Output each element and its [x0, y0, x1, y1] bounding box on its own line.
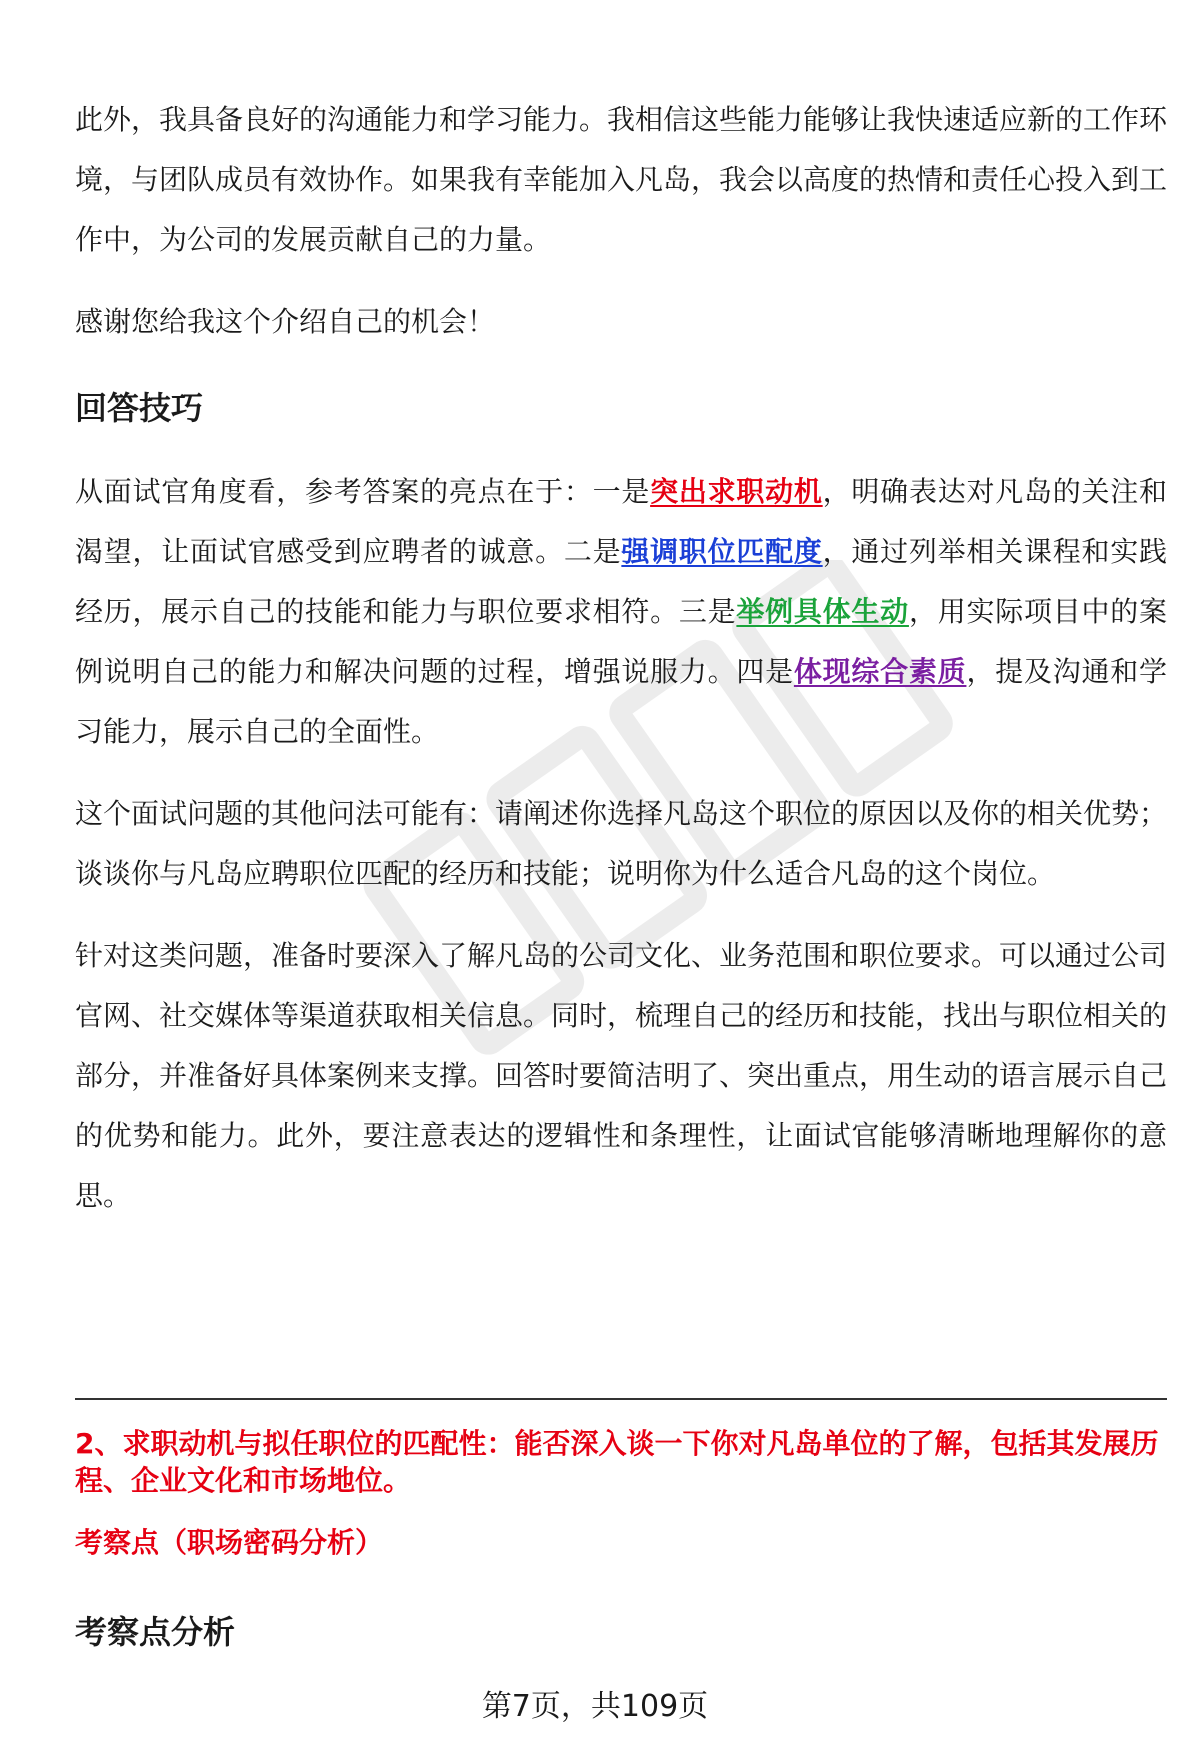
question-2: 2、求职动机与拟任职位的匹配性：能否深入谈一下你对凡岛单位的了解，包括其发展历程、企业文化和市场地位。 — [75, 1427, 1159, 1497]
highlight-overall-quality: 体现综合素质 — [793, 655, 967, 688]
paragraph-closing-abilities: 此外，我具备良好的沟通能力和学习能力。我相信这些能力能够让我快速适应新的工作环境，与团队成员有效协作。如果我有幸能加入凡岛，我会以高度的热情和责任心投入到工作中，为公司的发展贡献自己的力量。 — [75, 103, 1168, 256]
tips-text-3: ，通过列举相关课程和实践经历，展示自己的技能和能力与职位要求相符。三是 — [75, 535, 1167, 628]
paragraph-preparation-advice: 针对这类问题，准备时要深入了解凡岛的公司文化、业务范围和职位要求。可以通过公司官网、社交媒体等渠道获取相关信息。同时，梳理自己的经历和技能，找出与职位相关的部分，并准备好具体案例来支撑。回答时要简洁明了、突出重点，用生动的语言展示自己的优势和能力。此外，要注意表达的逻辑性和条理性，让面试官能够清晰地理解你的意思。 — [75, 939, 1168, 1212]
highlight-motivation: 突出求职动机 — [650, 475, 823, 508]
paragraph-tips-highlights — [75, 462, 1167, 762]
page-number: 第7页，共109页 — [481, 1689, 709, 1724]
document-body — [75, 90, 1167, 1226]
tips-text-2: ，明确表达对凡岛的关注和渴望，让面试官感受到应聘者的诚意。二是 — [75, 475, 1167, 568]
section-divider — [75, 1398, 1167, 1400]
highlight-examples: 举例具体生动 — [736, 595, 909, 628]
section-heading-answer-tips: 回答技巧 — [75, 389, 204, 427]
tips-text-5: ，提及沟通和学习能力，展示自己的全面性。 — [75, 655, 1167, 748]
highlight-job-match: 强调职位匹配度 — [621, 535, 823, 568]
analysis-label: 考察点（职场密码分析） — [75, 1526, 384, 1559]
paragraph-thanks: 感谢您给我这个介绍自己的机会！ — [75, 305, 496, 338]
tips-text-1: 从面试官角度看，参考答案的亮点在于：一是 — [75, 475, 651, 508]
tips-text-4: ，用实际项目中的案例说明自己的能力和解决问题的过程，增强说服力。四是 — [75, 595, 1167, 688]
paragraph-alternative-questions: 这个面试问题的其他问法可能有：请阐述你选择凡岛这个职位的原因以及你的相关优势；谈谈你与凡岛应聘职位匹配的经历和技能；说明你为什么适合凡岛的这个岗位。 — [75, 797, 1168, 890]
analysis-heading: 考察点分析 — [75, 1613, 236, 1651]
